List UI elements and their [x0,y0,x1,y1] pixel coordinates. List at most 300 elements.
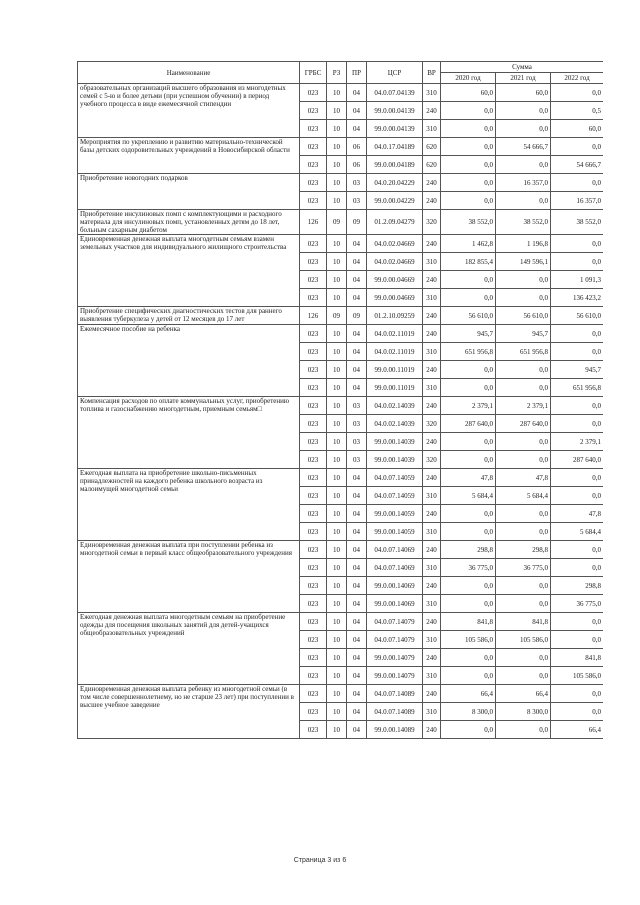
sum-2022-cell: 0,0 [551,415,604,433]
vr-cell: 240 [423,397,441,415]
expense-name-cell: Приобретение новогодних подарков [78,174,300,210]
pr-cell: 09 [347,307,367,325]
vr-cell: 320 [423,451,441,469]
csr-cell: 99.0.00.04139 [367,120,423,138]
rz-cell: 10 [327,235,347,253]
sum-2020-cell: 0,0 [441,379,496,397]
rz-cell: 10 [327,559,347,577]
sum-2020-cell: 0,0 [441,433,496,451]
rz-cell: 10 [327,541,347,559]
csr-cell: 99.0.00.04669 [367,289,423,307]
grbs-cell: 023 [300,649,327,667]
pr-cell: 03 [347,192,367,210]
grbs-cell: 023 [300,361,327,379]
expense-name-cell: Ежемесячное пособие на ребенка [78,325,300,397]
header-year-2021: 2021 год [496,73,551,84]
expense-name-cell: Единовременная денежная выплата ребенку из многодетной семьи (в том числе совершеннолетнему, но не старше 23 лет) при поступлении в высшее учебное заведение [78,685,300,739]
vr-cell: 240 [423,307,441,325]
rz-cell: 10 [327,703,347,721]
csr-cell: 04.0.07.14069 [367,559,423,577]
csr-cell: 04.0.07.14059 [367,469,423,487]
vr-cell: 310 [423,289,441,307]
vr-cell: 240 [423,541,441,559]
grbs-cell: 126 [300,307,327,325]
sum-2022-cell: 0,0 [551,613,604,631]
pr-cell: 04 [347,649,367,667]
csr-cell: 04.0.02.14039 [367,397,423,415]
csr-cell: 04.0.07.14089 [367,685,423,703]
pr-cell: 06 [347,156,367,174]
csr-cell: 99.0.00.11019 [367,361,423,379]
rz-cell: 10 [327,84,347,102]
sum-2021-cell: 1 196,8 [496,235,551,253]
sum-2021-cell: 0,0 [496,505,551,523]
table-row [78,307,604,325]
vr-cell: 310 [423,120,441,138]
sum-2022-cell: 0,0 [551,685,604,703]
sum-2021-cell: 0,0 [496,102,551,120]
header-csr: ЦСР [367,62,423,84]
grbs-cell: 023 [300,156,327,174]
table-row [78,541,604,559]
rz-cell: 09 [327,307,347,325]
pr-cell: 03 [347,415,367,433]
budget-document [77,61,603,843]
table-row [78,174,604,192]
sum-2020-cell: 651 956,8 [441,343,496,361]
sum-2022-cell: 0,0 [551,541,604,559]
sum-2021-cell: 0,0 [496,649,551,667]
sum-2022-cell: 136 423,2 [551,289,604,307]
pr-cell: 04 [347,703,367,721]
sum-2021-cell: 54 666,7 [496,138,551,156]
rz-cell: 10 [327,289,347,307]
rz-cell: 10 [327,595,347,613]
sum-2021-cell: 36 775,0 [496,559,551,577]
expense-name-cell: Единовременная денежная выплата многодетным семьям взамен земельных участков для индивидуального жилищного строительства [78,235,300,307]
csr-cell: 99.0.00.14089 [367,721,423,739]
csr-cell: 99.0.00.14069 [367,577,423,595]
sum-2022-cell: 0,0 [551,559,604,577]
sum-2021-cell: 60,0 [496,84,551,102]
sum-2021-cell: 0,0 [496,721,551,739]
vr-cell: 240 [423,102,441,120]
csr-cell: 04.0.02.11019 [367,325,423,343]
rz-cell: 10 [327,138,347,156]
sum-2021-cell: 0,0 [496,289,551,307]
sum-2020-cell: 66,4 [441,685,496,703]
table-row [78,469,604,487]
sum-2021-cell: 16 357,0 [496,174,551,192]
grbs-cell: 023 [300,541,327,559]
vr-cell: 240 [423,433,441,451]
grbs-cell: 023 [300,613,327,631]
vr-cell: 310 [423,487,441,505]
grbs-cell: 023 [300,174,327,192]
table-row [78,235,604,253]
grbs-cell: 023 [300,415,327,433]
pr-cell: 04 [347,577,367,595]
table-body [78,84,604,739]
sum-2021-cell: 66,4 [496,685,551,703]
pr-cell: 04 [347,559,367,577]
sum-2020-cell: 0,0 [441,523,496,541]
table-header [78,62,604,84]
sum-2021-cell: 0,0 [496,433,551,451]
rz-cell: 10 [327,271,347,289]
expense-name-cell: Ежегодная денежная выплата многодетным семьям на приобретение одежды для посещения школьных занятий для детей-учащихся общеобразовательных учреждений [78,613,300,685]
grbs-cell: 023 [300,192,327,210]
sum-2020-cell: 47,8 [441,469,496,487]
sum-2020-cell: 8 300,0 [441,703,496,721]
expense-name-cell: Единовременная денежная выплата при поступлении ребенка из многодетной семьи в первый класс общеобразовательного учреждения [78,541,300,613]
grbs-cell: 023 [300,685,327,703]
sum-2021-cell: 0,0 [496,595,551,613]
grbs-cell: 023 [300,595,327,613]
header-rz: РЗ [327,62,347,84]
rz-cell: 10 [327,174,347,192]
sum-2022-cell: 0,0 [551,235,604,253]
vr-cell: 240 [423,577,441,595]
sum-2021-cell: 8 300,0 [496,703,551,721]
grbs-cell: 023 [300,451,327,469]
csr-cell: 04.0.20.04229 [367,174,423,192]
sum-2020-cell: 60,0 [441,84,496,102]
grbs-cell: 023 [300,120,327,138]
sum-2021-cell: 2 379,1 [496,397,551,415]
grbs-cell: 023 [300,343,327,361]
sum-2021-cell: 5 684,4 [496,487,551,505]
csr-cell: 99.0.00.04189 [367,156,423,174]
rz-cell: 10 [327,667,347,685]
sum-2022-cell: 651 956,8 [551,379,604,397]
sum-2022-cell: 298,8 [551,577,604,595]
sum-2022-cell: 0,0 [551,253,604,271]
header-pr: ПР [347,62,367,84]
pr-cell: 04 [347,271,367,289]
vr-cell: 240 [423,192,441,210]
sum-2021-cell: 0,0 [496,156,551,174]
vr-cell: 320 [423,415,441,433]
pr-cell: 04 [347,523,367,541]
table-row [78,325,604,343]
grbs-cell: 023 [300,487,327,505]
grbs-cell: 126 [300,210,327,235]
expense-name-cell: Приобретение инсулиновых помп с комплектующими и расходного материала для инсулиновых помп, установленных детям до 18 лет, больным сахарным диабетом [78,210,300,235]
grbs-cell: 023 [300,84,327,102]
rz-cell: 10 [327,102,347,120]
table-row [78,210,604,235]
grbs-cell: 023 [300,523,327,541]
pr-cell: 04 [347,289,367,307]
rz-cell: 10 [327,487,347,505]
grbs-cell: 023 [300,271,327,289]
grbs-cell: 023 [300,703,327,721]
rz-cell: 10 [327,415,347,433]
vr-cell: 620 [423,138,441,156]
rz-cell: 10 [327,433,347,451]
grbs-cell: 023 [300,289,327,307]
csr-cell: 99.0.00.11019 [367,379,423,397]
vr-cell: 240 [423,235,441,253]
sum-2021-cell: 0,0 [496,271,551,289]
expense-name-cell: Приобретение специфических диагностических тестов для раннего выявления туберкулеза у детей от 12 месяцев до 17 лет [78,307,300,325]
sum-2020-cell: 0,0 [441,595,496,613]
sum-2022-cell: 0,0 [551,84,604,102]
sum-2020-cell: 105 586,0 [441,631,496,649]
grbs-cell: 023 [300,235,327,253]
pr-cell: 04 [347,253,367,271]
sum-2022-cell: 0,0 [551,174,604,192]
sum-2021-cell: 287 640,0 [496,415,551,433]
sum-2020-cell: 0,0 [441,192,496,210]
csr-cell: 99.0.00.14079 [367,667,423,685]
sum-2020-cell: 36 775,0 [441,559,496,577]
pr-cell: 04 [347,721,367,739]
csr-cell: 99.0.00.14069 [367,595,423,613]
rz-cell: 10 [327,361,347,379]
pr-cell: 04 [347,631,367,649]
vr-cell: 240 [423,325,441,343]
csr-cell: 04.0.07.04139 [367,84,423,102]
csr-cell: 99.0.00.04139 [367,102,423,120]
pr-cell: 04 [347,120,367,138]
rz-cell: 10 [327,156,347,174]
header-grbs: ГРБС [300,62,327,84]
vr-cell: 310 [423,379,441,397]
sum-2020-cell: 0,0 [441,577,496,595]
sum-2021-cell: 0,0 [496,361,551,379]
csr-cell: 04.0.07.14079 [367,613,423,631]
rz-cell: 09 [327,210,347,235]
vr-cell: 240 [423,505,441,523]
rz-cell: 10 [327,397,347,415]
sum-2021-cell: 0,0 [496,451,551,469]
pr-cell: 04 [347,685,367,703]
sum-2021-cell: 0,0 [496,120,551,138]
csr-cell: 04.0.02.11019 [367,343,423,361]
csr-cell: 01.2.10.09259 [367,307,423,325]
sum-2020-cell: 0,0 [441,505,496,523]
sum-2020-cell: 298,8 [441,541,496,559]
pr-cell: 04 [347,361,367,379]
csr-cell: 01.2.09.04279 [367,210,423,235]
sum-2020-cell: 0,0 [441,156,496,174]
grbs-cell: 023 [300,559,327,577]
sum-2020-cell: 0,0 [441,289,496,307]
csr-cell: 99.0.00.14039 [367,433,423,451]
vr-cell: 240 [423,649,441,667]
sum-2022-cell: 16 357,0 [551,192,604,210]
sum-2021-cell: 0,0 [496,577,551,595]
vr-cell: 310 [423,595,441,613]
sum-2022-cell: 945,7 [551,361,604,379]
sum-2022-cell: 287 640,0 [551,451,604,469]
sum-2020-cell: 945,7 [441,325,496,343]
pr-cell: 04 [347,487,367,505]
sum-2022-cell: 66,4 [551,721,604,739]
pr-cell: 04 [347,595,367,613]
csr-cell: 04.0.07.14069 [367,541,423,559]
rz-cell: 10 [327,685,347,703]
pr-cell: 04 [347,469,367,487]
expense-name-cell: Ежегодная выплата на приобретение школьно-письменных принадлежностей на каждого ребенка школьного возраста из малоимущей многодетной семьи [78,469,300,541]
sum-2021-cell: 841,8 [496,613,551,631]
vr-cell: 310 [423,523,441,541]
grbs-cell: 023 [300,505,327,523]
vr-cell: 240 [423,271,441,289]
rz-cell: 10 [327,505,347,523]
sum-2022-cell: 0,0 [551,343,604,361]
pr-cell: 04 [347,102,367,120]
grbs-cell: 023 [300,138,327,156]
sum-2021-cell: 105 586,0 [496,631,551,649]
table-row [78,685,604,703]
sum-2021-cell: 298,8 [496,541,551,559]
sum-2020-cell: 2 379,1 [441,397,496,415]
sum-2022-cell: 38 552,0 [551,210,604,235]
sum-2022-cell: 5 684,4 [551,523,604,541]
csr-cell: 04.0.07.14059 [367,487,423,505]
sum-2020-cell: 0,0 [441,138,496,156]
sum-2020-cell: 0,0 [441,667,496,685]
sum-2022-cell: 841,8 [551,649,604,667]
sum-2022-cell: 47,8 [551,505,604,523]
vr-cell: 240 [423,613,441,631]
sum-2020-cell: 0,0 [441,721,496,739]
rz-cell: 10 [327,649,347,667]
table-row [78,84,604,102]
vr-cell: 310 [423,343,441,361]
table-row [78,613,604,631]
grbs-cell: 023 [300,631,327,649]
pr-cell: 06 [347,138,367,156]
pr-cell: 03 [347,451,367,469]
vr-cell: 240 [423,361,441,379]
csr-cell: 99.0.00.14079 [367,649,423,667]
vr-cell: 240 [423,685,441,703]
header-year-2020: 2020 год [441,73,496,84]
pr-cell: 04 [347,325,367,343]
header-vr: ВР [423,62,441,84]
sum-2022-cell: 0,0 [551,703,604,721]
sum-2021-cell: 945,7 [496,325,551,343]
sum-2021-cell: 149 596,1 [496,253,551,271]
csr-cell: 99.0.00.14039 [367,451,423,469]
sum-2022-cell: 1 091,3 [551,271,604,289]
grbs-cell: 023 [300,667,327,685]
sum-2020-cell: 0,0 [441,271,496,289]
csr-cell: 04.0.02.14039 [367,415,423,433]
sum-2022-cell: 105 586,0 [551,667,604,685]
sum-2020-cell: 1 462,8 [441,235,496,253]
table-row [78,397,604,415]
rz-cell: 10 [327,469,347,487]
vr-cell: 240 [423,174,441,192]
sum-2020-cell: 841,8 [441,613,496,631]
sum-2020-cell: 182 855,4 [441,253,496,271]
rz-cell: 10 [327,192,347,210]
vr-cell: 310 [423,559,441,577]
pr-cell: 04 [347,235,367,253]
sum-2021-cell: 0,0 [496,667,551,685]
pr-cell: 04 [347,667,367,685]
sum-2020-cell: 0,0 [441,451,496,469]
sum-2022-cell: 0,0 [551,397,604,415]
header-sum: Сумма [441,62,604,73]
vr-cell: 240 [423,721,441,739]
grbs-cell: 023 [300,721,327,739]
pr-cell: 03 [347,397,367,415]
grbs-cell: 023 [300,253,327,271]
csr-cell: 04.0.02.04669 [367,235,423,253]
budget-table [77,61,603,739]
sum-2020-cell: 0,0 [441,361,496,379]
csr-cell: 04.0.17.04189 [367,138,423,156]
vr-cell: 240 [423,469,441,487]
csr-cell: 99.0.00.14059 [367,523,423,541]
vr-cell: 310 [423,84,441,102]
vr-cell: 320 [423,210,441,235]
csr-cell: 04.0.02.04669 [367,253,423,271]
sum-2021-cell: 0,0 [496,523,551,541]
rz-cell: 10 [327,523,347,541]
pr-cell: 04 [347,541,367,559]
grbs-cell: 023 [300,433,327,451]
sum-2022-cell: 0,0 [551,138,604,156]
page-number: Страница 3 из 6 [293,857,347,864]
sum-2022-cell: 0,0 [551,631,604,649]
csr-cell: 04.0.07.14089 [367,703,423,721]
rz-cell: 10 [327,721,347,739]
pr-cell: 03 [347,433,367,451]
pr-cell: 04 [347,84,367,102]
sum-2022-cell: 0,0 [551,469,604,487]
sum-2022-cell: 56 610,0 [551,307,604,325]
rz-cell: 10 [327,379,347,397]
sum-2021-cell: 38 552,0 [496,210,551,235]
sum-2020-cell: 0,0 [441,120,496,138]
vr-cell: 310 [423,667,441,685]
grbs-cell: 023 [300,577,327,595]
rz-cell: 10 [327,577,347,595]
rz-cell: 10 [327,631,347,649]
rz-cell: 10 [327,120,347,138]
grbs-cell: 023 [300,397,327,415]
csr-cell: 99.0.00.04669 [367,271,423,289]
sum-2020-cell: 0,0 [441,102,496,120]
grbs-cell: 023 [300,325,327,343]
sum-2022-cell: 36 775,0 [551,595,604,613]
grbs-cell: 023 [300,102,327,120]
expense-name-cell: Компенсация расходов по оплате коммунальных услуг, приобретению топлива и газоснабжению многодетным, приемным семьям□ [78,397,300,469]
sum-2020-cell: 287 640,0 [441,415,496,433]
sum-2022-cell: 0,0 [551,325,604,343]
pr-cell: 04 [347,343,367,361]
sum-2022-cell: 54 666,7 [551,156,604,174]
pr-cell: 04 [347,613,367,631]
sum-2021-cell: 651 956,8 [496,343,551,361]
sum-2021-cell: 56 610,0 [496,307,551,325]
sum-2020-cell: 56 610,0 [441,307,496,325]
sum-2022-cell: 60,0 [551,120,604,138]
vr-cell: 310 [423,631,441,649]
pr-cell: 04 [347,505,367,523]
table-row [78,138,604,156]
expense-name-cell: образовательных организаций высшего образования из многодетных семей с 5-ю и более детьми (при успешном обучении) в период учебного процесса в виде ежемесячной стипендии [78,84,300,138]
sum-2021-cell: 0,0 [496,192,551,210]
expense-name-cell: Мероприятия по укреплению и развитию материально-технической базы детских оздоровительных учреждений в Новосибирской области [78,138,300,174]
